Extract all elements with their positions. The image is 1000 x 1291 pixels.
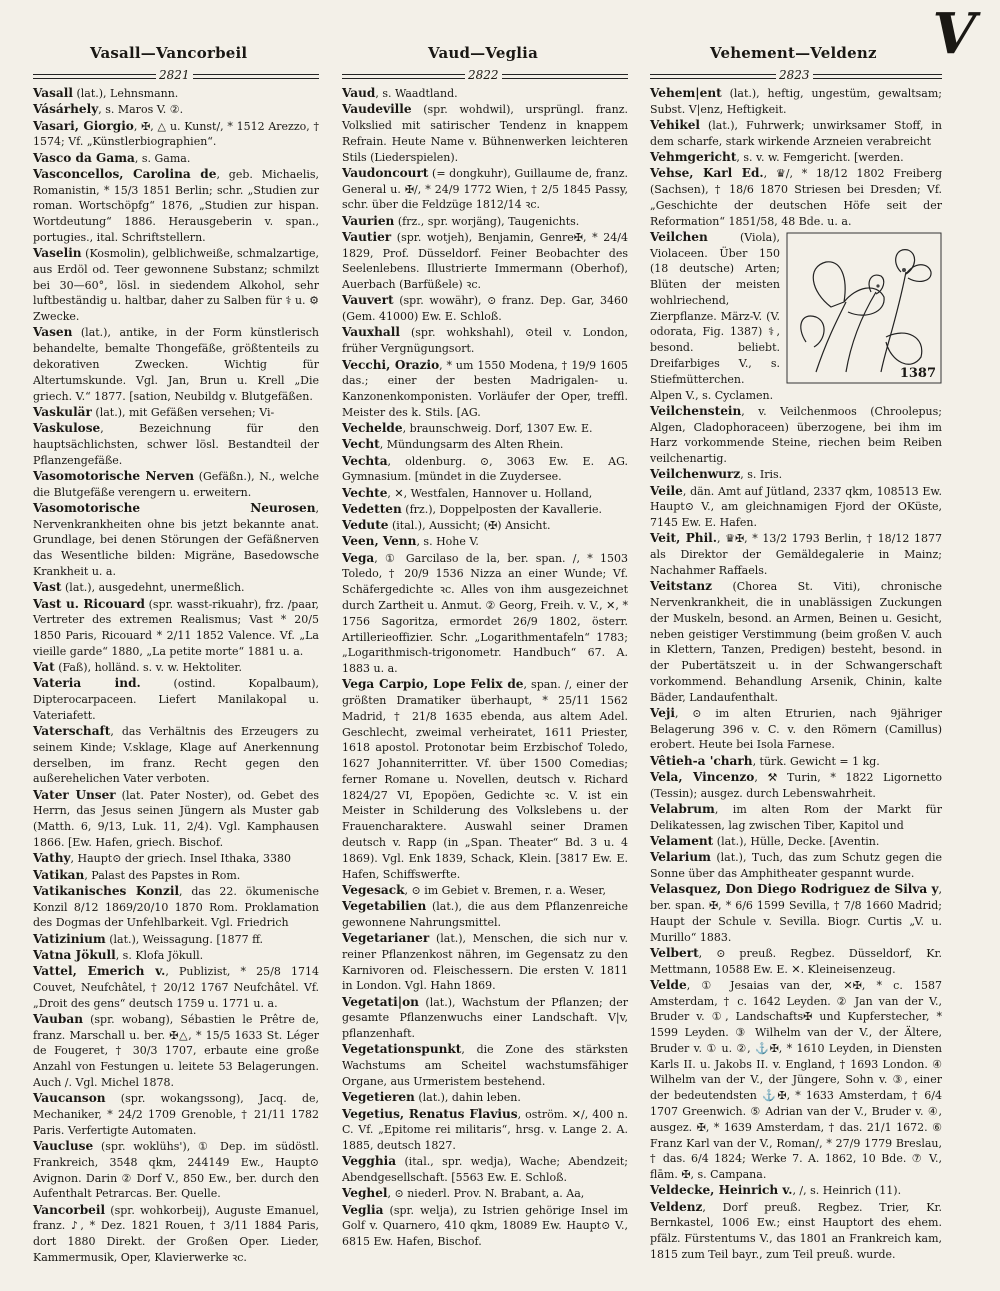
entry-text: (lat.), die aus dem Pflanzenreiche gewonnene Nahrungsmittel. xyxy=(342,900,628,929)
dictionary-entry xyxy=(33,868,319,884)
entry-headword: Vast xyxy=(33,580,62,595)
entry-text: , Mündungsarm des Alten Rhein. xyxy=(379,438,564,452)
column-number: 2821 xyxy=(156,68,193,82)
dictionary-entry xyxy=(342,293,628,325)
entry-headword: Vaurien xyxy=(342,213,395,228)
entry-text: , das Verhältnis des Erzeugers zu seinem Kinde; V.sklage, Klage auf Anerkennung derselben, im franz. Recht gegen den außerehelichen Vater verboten. xyxy=(33,725,319,786)
entry-headword: Vat xyxy=(33,660,55,675)
entry-text: (ital., spr. wedja), Wache; Abendzeit; Abendgesellschaft. [5563 Ew. E. Schloß. xyxy=(342,1155,628,1185)
entry-text: , s. v. w. Femgericht. [werden. xyxy=(736,151,904,165)
entry-headword: Vechelde xyxy=(342,421,403,436)
entry-text: (lat.), Hülle, Decke. [Aventin. xyxy=(713,834,880,848)
entry-headword: Vaudeville xyxy=(342,102,412,117)
entry-headword: Vatikanisches Konzil xyxy=(33,883,180,898)
dictionary-entry xyxy=(342,899,628,931)
entry-text: (lat. Pater Noster), od. Gebet des Herrn, das Jesus seinen Jüngern als Muster gab (Matth. 6, 9/13, Luk. 11, 2/4). Vgl. Kamphausen 1866. [Ew. Hafen, griech. Bischof. xyxy=(33,788,319,849)
dictionary-entry xyxy=(33,119,319,151)
dictionary-entry xyxy=(650,166,942,229)
entry-text: , ① Garcilaso de la, ber. span. /, * 1503 Toledo, † 20/9 1536 Nizza an einer Wunde; Vf. Schäfergedichte ꝛc. Alles von ihm ausgezeichnet durch Zartheit u. Anmut. ② Georg, Freih. v. V., ✕, * 1756 Sagoritza, ermordet 26/9 1802, österr. Artillerieoffizier. Schr. „Logarithmentafeln“ 1783; „Logarithmisch-trigonometr. Handbuch“ 67. A. 1883 u. a. xyxy=(342,551,628,676)
figure-number: 1387 xyxy=(899,366,936,382)
entry-headword: Vaskulose xyxy=(33,421,101,436)
entry-headword: Vechta xyxy=(342,453,388,468)
column-1 xyxy=(33,86,319,1266)
entry-text: , oldenburg. ⊙, 3063 Ew. E. AG. Gymnasium. [mündet in die Zuydersee. xyxy=(342,454,628,484)
entry-headword: Veji xyxy=(650,705,675,720)
entry-headword: Vasen xyxy=(33,325,73,340)
dictionary-entry xyxy=(650,150,942,166)
dictionary-entry xyxy=(33,660,319,676)
dictionary-entry xyxy=(650,802,942,834)
dictionary-entry xyxy=(650,882,942,945)
entry-headword: Vasomotorische Nerven xyxy=(33,468,195,483)
entry-headword: Vancorbeil xyxy=(33,1202,106,1217)
entry-text: (ital.), Aussicht; (✠) Ansicht. xyxy=(388,519,551,533)
entry-headword: Vauvert xyxy=(342,293,394,308)
entry-text: , die Zone des stärksten Wachstums am Scheitel wachstumsfähiger Organe, aus Urmeristem bestehend. xyxy=(342,1043,628,1088)
dictionary-entry xyxy=(33,325,319,404)
dictionary-entry xyxy=(33,246,319,325)
entry-headword: Vateria ind. xyxy=(33,676,141,691)
column-number-bar xyxy=(342,68,628,83)
entry-headword: Vehse, Karl Ed. xyxy=(650,166,764,181)
dictionary-entry xyxy=(33,405,319,421)
entry-text: , ⊙ im alten Etrurien, nach 9jähriger Belagerung 396 v. C. v. den Römern (Camillus) erobert. Heute bei Isola Farnese. xyxy=(650,706,942,752)
entry-headword: Veilchen xyxy=(650,229,708,244)
entry-text: (spr. welja), zu Istrien gehörige Insel im Golf v. Quarnero, 410 qkm, 18089 Ew. Haupt⊙ V., 6815 Ew. Hafen, Bischof. xyxy=(342,1203,628,1249)
entry-text: , Dorf preuß. Regbez. Trier, Kr. Bernkastel, 1006 Ew.; einst Hauptort des ehem. pfälz. Fürstentums V., das 1801 an Frankreich kam, 1815 zum Teil bayr., zum Teil preuß. wurde. xyxy=(650,1200,942,1261)
entry-headword: Vega xyxy=(342,550,375,565)
entry-headword: Veilchenwurz xyxy=(650,467,741,482)
dictionary-entry xyxy=(33,676,319,723)
entry-headword: Velament xyxy=(650,833,714,848)
entry-text: (spr. wokangssong), Jacq. de, Mechaniker, * 24/2 1709 Grenoble, † 21/11 1782 Paris. Verfertigte Automaten. xyxy=(33,1092,319,1137)
dictionary-entry xyxy=(342,883,628,899)
entry-text: , ber. span. ✠, * 6/6 1599 Sevilla, † 7/8 1660 Madrid; Haupt der Schule v. Sevilla. Biogr. Curtis „V. u. Murillo“ 1883. xyxy=(650,883,942,944)
entry-text: (lat.), Menschen, die sich nur v. reiner Pflanzenkost nähren, im Gegensatz zu den Karnivoren od. Fleischessern. Die ersten V. 1811 in London. Vgl. Hahn 1869. xyxy=(342,932,628,993)
dictionary-entry xyxy=(342,551,628,677)
entry-text: , im alten Rom der Markt für Delikatessen, lag zwischen Tiber, Kapitol und xyxy=(650,802,942,832)
entry-text: (frz., spr. worjäng), Taugenichts. xyxy=(394,214,580,228)
entry-headword: Vatna Jökull xyxy=(33,947,116,962)
entry-text: , s. Gama. xyxy=(134,151,191,165)
entry-text: (Faß), holländ. s. v. w. Hektoliter. xyxy=(54,661,242,675)
entry-text: (Viola), Violaceen. Über 150 (18 deutsche) Arten; Blüten der meisten wohlriechend, Zierpflanze. März-V. (V. odorata, Fig. 1387) ⚕, besond. beliebt. Dreifarbiges V., s. Stiefmütterchen. Alpen V., s. Cyclamen. xyxy=(650,230,780,402)
dictionary-entry xyxy=(650,1200,942,1263)
entry-headword: Velbert xyxy=(650,945,699,960)
entry-headword: Vater Unser xyxy=(33,787,116,802)
dictionary-entry xyxy=(650,118,942,150)
entry-text: , ♛✠, * 13/2 1793 Berlin, † 18/12 1877 als Direktor der Gemäldegalerie in Mainz; Nachahmer Raffaels. xyxy=(650,532,942,577)
entry-headword: Vaudoncourt xyxy=(342,165,429,180)
entry-headword: Vehikel xyxy=(650,118,701,133)
column-number-bar xyxy=(650,68,942,83)
entry-text: (spr. wohdwil), ursprüngl. franz. Volkslied mit satirischer Tendenz in knappem Refrain. Heute Name v. Bühnenwerken leichteren Stils (Liederspielen). xyxy=(342,103,628,164)
dictionary-entry xyxy=(342,230,628,293)
entry-text: , ⊙ preuß. Regbez. Düsseldorf, Kr. Mettmann, 10588 Ew. E. ✕. Kleineisenzeug. xyxy=(650,946,942,976)
entry-text: , ♛/, * 18/12 1802 Freiberg (Sachsen), † 18/6 1870 Striesen bei Dresden; Vf. „Geschichte der deutschen Höfe seit der Reformation“ 1851/58, 48 Bde. u. a. xyxy=(650,167,942,228)
dictionary-entry xyxy=(650,86,942,118)
entry-headword: Vehem|ent xyxy=(650,86,722,100)
dictionary-entry xyxy=(33,1091,319,1138)
header-center: Vaud—Veglia xyxy=(428,44,538,62)
entry-text: (spr. wasst-rikuahr), frz. /paar, Vertreter des extremen Realismus; Vast * 20/5 1850 Paris, Ricouard * 2/11 1852 Valence. Vf. „La vieille garde“ 1880, „La petite morte“ 1881 u. a. xyxy=(33,597,319,658)
entry-text: , s. Hohe V. xyxy=(416,535,479,549)
entry-text: (spr. wotjeh), Benjamin, Genre✠, * 24/4 1829, Prof. Düsseldorf. Feiner Beobachter des Seelenlebens. Illustrierte Immermann (Oberhof), Auerbach (Barfüßele) ꝛc. xyxy=(342,230,628,292)
entry-headword: Vathy xyxy=(33,851,71,866)
entry-headword: Vasco da Gama xyxy=(33,150,135,165)
entry-text: , dän. Amt auf Jütland, 2337 qkm, 108513 Ew. Haupt⊙ V., am gleichnamigen Fjord der OKüste, 7145 Ew. E. Hafen. xyxy=(650,484,942,530)
entry-headword: Velarium xyxy=(650,850,711,865)
entry-text: , geb. Michaelis, Romanistin, * 15/3 1851 Berlin; schr. „Studien zur roman. Wortschöpfg“ 1876, „Studien zur hispan. Wortdeutung“ 1886. Herausgeberin v. span., portugies., ital. Schriftstellern. xyxy=(33,167,319,244)
dictionary-entry xyxy=(342,86,628,102)
dictionary-entry xyxy=(650,230,942,403)
entry-text: , Palast des Papstes in Rom. xyxy=(84,868,241,882)
dictionary-entry xyxy=(650,834,942,850)
dictionary-entry xyxy=(650,484,942,531)
dictionary-entry xyxy=(33,788,319,851)
entry-headword: Vautier xyxy=(342,229,392,244)
dictionary-entry xyxy=(650,946,942,978)
entry-headword: Veen, Venn xyxy=(342,534,417,549)
dictionary-entry xyxy=(33,151,319,167)
dictionary-entry xyxy=(33,1139,319,1202)
entry-text: , das 22. ökumenische Konzil 8/12 1869/20/10 1870 Rom. Proklamation des Dogmas der Unfehlbarkeit. Vgl. Friedrich xyxy=(33,884,320,930)
entry-text: , ✠, △ u. Kunst/, * 1512 Arezzo, † 1574; Vf. „Künstlerbiographien“. xyxy=(33,119,319,149)
entry-text: (spr. wowähr), ⊙ franz. Dep. Gar, 3460 (Gem. 41000) Ew. E. Schloß. xyxy=(342,294,628,324)
entry-headword: Vegetieren xyxy=(342,1090,415,1105)
entry-text: (Gefäßn.), N., welche die Blutgefäße verengern u. erweitern. xyxy=(33,469,319,499)
entry-headword: Vaskulär xyxy=(33,404,92,419)
entry-headword: Vattel, Emerich v. xyxy=(33,964,166,979)
dictionary-entry xyxy=(33,948,319,964)
dictionary-entry xyxy=(650,531,942,578)
entry-text: , s. Iris. xyxy=(740,468,783,482)
entry-headword: Vásárhely xyxy=(33,102,99,117)
entry-text: (lat.), Lehnsmann. xyxy=(72,87,179,100)
entry-headword: Vasall xyxy=(33,86,73,100)
entry-headword: Vegetarianer xyxy=(342,931,430,946)
entry-headword: Vegetationspunkt xyxy=(342,1042,462,1057)
entry-text: (lat.), Wachstum der Pflanzen; der gesamte Pflanzenwuchs einer Landschaft. V|v, pflanzenhaft. xyxy=(342,995,628,1041)
dictionary-entry xyxy=(342,1154,628,1186)
column-number-bar xyxy=(33,68,319,83)
dictionary-entry xyxy=(342,1090,628,1106)
dictionary-entry xyxy=(342,931,628,994)
dictionary-entry xyxy=(342,486,628,502)
dictionary-entry xyxy=(33,167,319,246)
dictionary-entry xyxy=(33,501,319,580)
entry-text: (lat.), antike, in der Form künstlerisch behandelte, bemalte Thongefäße, größtenteils zu dekorativen Zwecken. Wichtig für Altertumskunde. Vgl. Jan, Brun u. Krell „Die griech. V.“ 1877. [sation, Neubildg v. Blutgefäßen. xyxy=(33,326,319,403)
dictionary-entry xyxy=(33,421,319,468)
entry-headword: Velabrum xyxy=(650,801,715,816)
dictionary-entry xyxy=(650,404,942,467)
entry-headword: Vasari, Giorgio xyxy=(33,118,134,133)
entry-text: , Nervenkrankheiten ohne bis jetzt bekannte anat. Grundlage, bei denen Störungen der Gefäßnerven das Wesentliche bilden: Migräne, Basedowsche Krankheit u. a. xyxy=(33,501,319,578)
entry-headword: Veldenz xyxy=(650,1199,703,1214)
entry-headword: Veglia xyxy=(342,1202,384,1217)
entry-headword: Vegetati|on xyxy=(342,994,419,1009)
violet-illustration xyxy=(786,232,942,384)
dictionary-entry xyxy=(342,102,628,165)
dictionary-entry xyxy=(650,850,942,882)
entry-headword: Velde xyxy=(650,977,687,992)
entry-text: (spr. wohkshahl), ⊙teil v. London, früher Vergnügungsort. xyxy=(342,326,628,356)
violet-plant-icon xyxy=(786,232,942,384)
entry-headword: Veghel xyxy=(342,1186,388,1201)
dictionary-entry xyxy=(33,851,319,867)
entry-text: (lat.), dahin leben. xyxy=(414,1091,521,1105)
dictionary-entry xyxy=(33,597,319,660)
entry-text: (lat.), mit Gefäßen versehen; Vi- xyxy=(91,405,275,419)
entry-text: (lat.), Tuch, das zum Schutz gegen die Sonne über das Amphitheater gespannt wurde. xyxy=(650,851,942,881)
entry-headword: Veilchenstein xyxy=(650,403,742,418)
page-header xyxy=(0,0,1000,96)
column-number: 2822 xyxy=(465,68,502,82)
entry-headword: Vechte xyxy=(342,485,388,500)
entry-text: , ⚒ Turin, * 1822 Ligornetto (Tessin); ausgez. durch Lebenswahrheit. xyxy=(650,770,942,800)
entry-text: , türk. Gewicht = 1 kg. xyxy=(752,754,880,768)
entry-text: , /, s. Heinrich (11). xyxy=(792,1184,902,1198)
entry-headword: Vegetius, Renatus Flavius xyxy=(342,1106,518,1121)
entry-text: (lat.), Fuhrwerk; unwirksamer Stoff, in dem scharfe, stark wirkende Arzneien verabreicht xyxy=(650,119,942,148)
entry-headword: Vatizinium xyxy=(33,931,106,946)
entry-text: , ✕, Westfalen, Hannover u. Holland, xyxy=(387,486,593,500)
entry-text: (ostind. Kopalbaum), Dipterocarpaceen. Liefert Manilakopal u. Vateriafett. xyxy=(33,677,319,722)
entry-headword: Vaud xyxy=(342,86,376,100)
entry-text: , s. Waadtland. xyxy=(375,87,458,100)
entry-headword: Vaucanson xyxy=(33,1091,106,1106)
dictionary-entry xyxy=(342,1042,628,1089)
entry-text: , s. Klofa Jökull. xyxy=(115,948,204,962)
entry-headword: Vauban xyxy=(33,1011,83,1026)
entry-headword: Vela, Vincenzo xyxy=(650,769,755,784)
entry-text: (spr. wobang), Sébastien le Prêtre de, franz. Marschall u. ber. ✠△, * 15/5 1633 St. Léger de Fougeret, † 30/3 1707, erbaute eine große Anzahl von Festungen u. leitete 53 Belagerungen. Auch /. Vgl. Michel 1878. xyxy=(33,1012,319,1089)
dictionary-entry xyxy=(342,502,628,518)
dictionary-entry xyxy=(650,978,942,1183)
entry-text: , Haupt⊙ der griech. Insel Ithaka, 3380 xyxy=(70,852,292,866)
dictionary-entry xyxy=(33,724,319,787)
entry-text: (= dongkuhr), Guillaume de, franz. General u. ✠/, * 24/9 1772 Wien, † 2/5 1845 Passy, schr. über die Feldzüge 1812/14 ꝛc. xyxy=(342,166,628,212)
dictionary-entry xyxy=(33,932,319,948)
entry-headword: Vaterschaft xyxy=(33,724,111,739)
dictionary-entry xyxy=(33,102,319,118)
header-left: Vasall—Vancorbeil xyxy=(90,44,248,62)
entry-headword: Vauxhall xyxy=(342,325,400,340)
dictionary-entry xyxy=(33,1012,319,1091)
dictionary-entry xyxy=(342,677,628,882)
dictionary-entry xyxy=(342,995,628,1042)
entry-headword: Vega Carpio, Lope Felix de xyxy=(342,677,524,692)
entry-text: (Kosmolin), gelblichweiße, schmalzartige, aus Erdöl od. Teer gewonnene Substanz; schmilzt bei 30—60°, lösl. in siedendem Alkohol, sehr luftbeständig u. haltbar, daher zu Salben für ⚕ u. ⚙ Zwecke. xyxy=(33,247,319,324)
dictionary-entry xyxy=(342,454,628,486)
entry-text: , Bezeichnung für den hauptsächlichsten, schwer lösl. Bestandteil der Pflanzengefäße. xyxy=(33,422,319,467)
dictionary-entry xyxy=(342,421,628,437)
entry-headword: Vecchi, Orazio xyxy=(342,357,440,372)
entry-headword: Vegghia xyxy=(342,1154,397,1169)
header-right: Vehement—Veldenz xyxy=(710,44,877,62)
entry-headword: Vast u. Ricouard xyxy=(33,596,145,611)
entry-text: (frz.), Doppelposten der Kavallerie. xyxy=(401,502,603,516)
entry-text: , braunschweig. Dorf, 1307 Ew. E. xyxy=(402,422,593,436)
dictionary-entry xyxy=(33,884,319,931)
entry-text: (lat.), ausgedehnt, unermeßlich. xyxy=(61,581,245,595)
dictionary-entry xyxy=(650,770,942,802)
entry-headword: Vecht xyxy=(342,437,380,452)
entry-headword: Veldecke, Heinrich v. xyxy=(650,1183,793,1198)
entry-headword: Vatikan xyxy=(33,867,85,882)
entry-headword: Velasquez, Don Diego Rodriguez de Silva y xyxy=(650,882,939,897)
entry-text: (spr. woklühs'), ① Dep. im südöstl. Frankreich, 3548 qkm, 244149 Ew., Haupt⊙ Avignon. Darin ② Dorf V., 850 Ew., ber. durch den Aufenthalt Petrarcas. Ber. Quelle. xyxy=(33,1140,319,1201)
entry-headword: Veit, Phil. xyxy=(650,531,717,546)
dictionary-entry xyxy=(650,706,942,753)
entry-headword: Veile xyxy=(650,483,683,498)
dictionary-entry xyxy=(342,1186,628,1202)
entry-headword: Vedetten xyxy=(342,501,402,516)
entry-text: , oström. ✕/, 400 n. C. Vf. „Epitome rei militaris“, hrsg. v. Lange 2. A. 1885, deutsch 1827. xyxy=(342,1107,628,1153)
column-number: 2823 xyxy=(776,68,813,82)
entry-text: (Chorea St. Viti), chronische Nervenkrankheit, die in unablässigen Zuckungen der Muskeln, besond. an Armen, Beinen u. Gesicht, neben geistiger Verstimmung (beim großen V. auch in Klettern, Tanzen, Predigen) besteht, besond. in der Pubertätszeit u. in der Schwangerschaft vorkommend. Behandlung Arsenik, Chinin, kalte Bäder, Landaufenthalt. xyxy=(650,580,942,704)
entry-headword: Vegesack xyxy=(342,882,405,897)
entry-headword: Vêtieh-a 'charh xyxy=(650,753,753,768)
dictionary-entry xyxy=(342,1107,628,1154)
entry-text: (spr. wohkorbeij), Auguste Emanuel, franz. ♪, * Dez. 1821 Rouen, † 3/11 1884 Paris, dort 1880 Direkt. der Großen Oper. Lieder, Kammermusik, Oper, Klavierwerke ꝛc. xyxy=(33,1203,319,1264)
entry-headword: Veitstanz xyxy=(650,579,713,594)
entry-text: , ⊙ im Gebiet v. Bremen, r. a. Weser, xyxy=(404,883,606,897)
entry-headword: Vaucluse xyxy=(33,1139,94,1154)
entry-text: (lat.), Weissagung. [1877 ff. xyxy=(105,932,264,946)
dictionary-entry xyxy=(33,1203,319,1266)
dictionary-entry xyxy=(650,579,942,705)
dictionary-entry xyxy=(33,469,319,501)
dictionary-entry xyxy=(342,358,628,421)
entry-text: , ① Jesaias van der, ✕✠, * c. 1587 Amsterdam, † c. 1642 Leyden. ② Jan van der V., Bruder v. ①, Landschafts✠ und Kupferstecher, * 1599 Leyden. ③ Wilhelm van der V., der Ältere, Bruder v. ① u. ②, ⚓✠, * 1610 Leyden, in Diensten Karls II. u. Jakobs II. v. England, † 1693 London. ④ Wilhelm van der V., der Jüngere, Sohn v. ③, einer der bedeutendsten ⚓✠, * 1633 Amsterdam, † 6/4 1707 Greenwich. ⑤ Adrian van der V., Bruder v. ④, ausgez. ✠, * 1639 Amsterdam, † das. 21/1 1672. ⑥ Franz Karl van der V., Roman/, * 27/9 1779 Breslau, † das. 6/4 1824; Werke 7. A. 1862, 10 Bde. ⑦ V., flām. ✠, s. Campana. xyxy=(650,978,942,1182)
column-3 xyxy=(650,86,942,1263)
entry-headword: Vasconcellos, Carolina de xyxy=(33,166,217,181)
dictionary-entry xyxy=(342,518,628,534)
entry-text: (lat.), heftig, ungestüm, gewaltsam; Subst. V|enz, Heftigkeit. xyxy=(650,87,942,116)
entry-text: , s. Maros V. ②. xyxy=(98,103,184,117)
entry-text: , v. Veilchenmoos (Chroolepus; Algen, Cladophoraceen) überzogene, bei ihm im Harz vorkommende Steine, riechen beim Reiben veilchenartig. xyxy=(650,404,942,466)
entry-headword: Vehmgericht xyxy=(650,150,737,165)
entry-headword: Vasomotorische Neurosen xyxy=(33,500,316,515)
dictionary-entry xyxy=(342,214,628,230)
entry-text: , * um 1550 Modena, † 19/9 1605 das.; einer der besten Madrigalen- u. Kanzonenkomponisten. Vorläufer der Oper, treffl. Meister des k. Stils. [AG. xyxy=(342,358,628,419)
dictionary-entry xyxy=(342,534,628,550)
dictionary-entry xyxy=(650,754,942,770)
dictionary-entry xyxy=(342,166,628,213)
entry-text: , Publizist, * 25/8 1714 Couvet, Neufchâtel, † 20/12 1767 Neufchâtel. Vf. „Droit des gens“ deutsch 1759 u. 1771 u. a. xyxy=(33,965,319,1010)
dictionary-entry xyxy=(33,580,319,596)
entry-headword: Vaselin xyxy=(33,246,82,261)
column-2 xyxy=(342,86,628,1250)
dictionary-entry xyxy=(342,1203,628,1250)
dictionary-entry xyxy=(342,325,628,357)
dictionary-entry xyxy=(342,437,628,453)
entry-headword: Vegetabilien xyxy=(342,899,427,914)
entry-text: , ⊙ niederl. Prov. N. Brabant, a. Aa, xyxy=(387,1187,585,1201)
dictionary-entry xyxy=(33,86,319,102)
dictionary-entry xyxy=(650,1183,942,1199)
dictionary-entry xyxy=(33,964,319,1011)
section-letter: V xyxy=(932,1,976,67)
entry-headword: Vedute xyxy=(342,518,389,533)
dictionary-entry xyxy=(650,467,942,483)
entry-text: , span. /, einer der größten Dramatiker überhaupt, * 25/11 1562 Madrid, † 21/8 1635 ebenda, aus altem Adel. Geschlecht, zweimal verheiratet, 1611 Priester, 1618 apostol. Protonotar beim Erzbischof Toledo, 1627 Johanniterritter. Vf. über 1500 Comedias; ferner Romane u. Novellen, deutsch v. Richard 1824/27 VI, Epopöen, Gedichte ꝛc. V. ist ein Meister in Schilderung des Volkslebens u. der Frauencharaktere. Auswahl seiner Dramen deutsch v. Rapp (in „Span. Theater“ Bd. 3 u. 4 1869). Vgl. Enk 1839, Schack, Klein. [3817 Ew. E. Hafen, Schiffswerfte. xyxy=(342,678,629,881)
